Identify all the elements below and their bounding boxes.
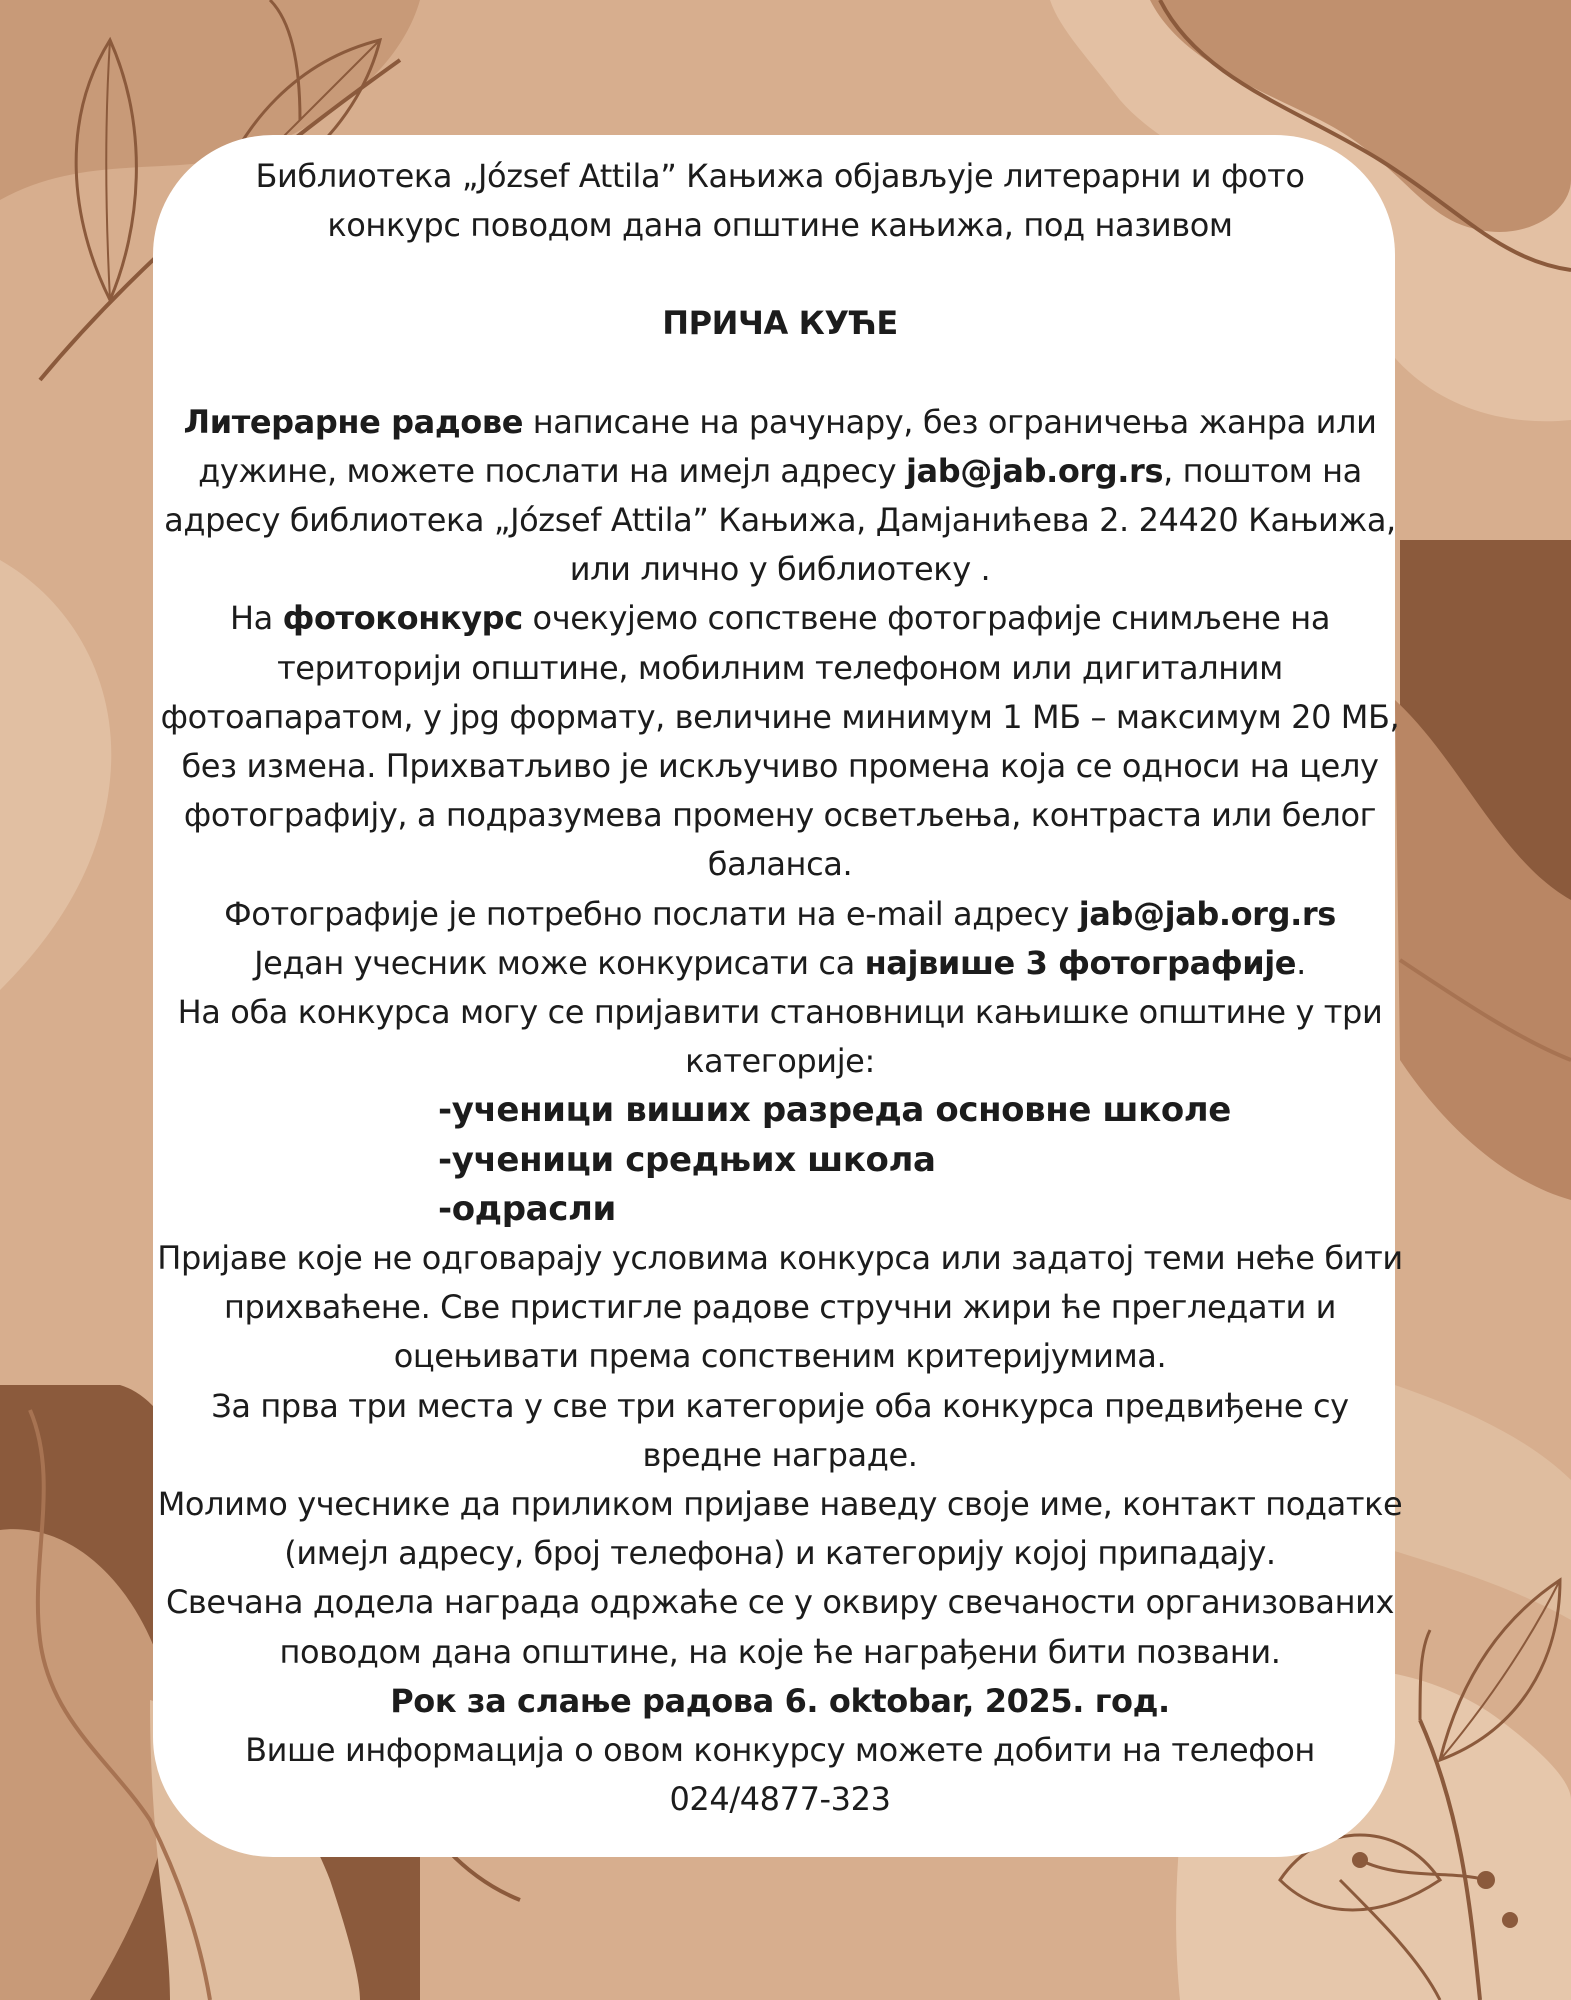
limit-bold: највише 3 фотографије — [864, 943, 1297, 982]
photo-prefix: На — [229, 599, 283, 638]
photo-paragraph — [150, 594, 1410, 889]
email-address[interactable]: jab@jab.org.rs — [905, 451, 1164, 490]
literary-address: , поштом на адресу библиотека „József Attila” Кањижа, Дамјанићева 2. 24420 Кањижа, или лично у библиотеку . — [164, 451, 1396, 589]
email-address[interactable]: jab@jab.org.rs — [1078, 894, 1336, 933]
prizes-paragraph: За прва три места у све три категорије оба конкурса предвиђене су вредне награде. — [211, 1386, 1349, 1474]
category-item: -ученици виших разреда основне школе — [438, 1090, 1231, 1131]
limit-paragraph — [150, 939, 1410, 988]
photo-text: очекујемо сопствене фотографије снимљене на територији општине, мобилним телефоном или дигиталним фотоапаратом, у jpg формату, величине минимум 1 МБ – максимум 20 МБ, без измена. Прихватљиво је искључиво промена која се односи на целу фотографију, а подразумева промену осветљења, контраста или белог баланса. — [160, 599, 1400, 884]
deadline: Рок за слање радова 6. oktobar, 2025. год. — [390, 1681, 1170, 1720]
announcement-text — [150, 152, 1410, 1825]
category-item: -ученици средњих школа — [438, 1139, 936, 1180]
categories-intro: На оба конкурса могу се пријавити становници кањишке општине у три категорије: — [177, 993, 1383, 1081]
photo-lead: фотоконкурс — [282, 599, 523, 638]
ceremony-paragraph: Свечана додела награда одржаће се у оквиру свечаности организованих поводом дана општине, на које ће награђени бити позвани. — [165, 1583, 1395, 1671]
intro-line: конкурс поводом дана општине кањижа, под називом — [327, 206, 1233, 245]
literary-paragraph — [150, 398, 1410, 595]
literary-lead: Литерарне радове — [183, 402, 524, 441]
rejection-paragraph: Пријаве које не одговарају условима конкурса или задатој теми неће бити прихваћене. Све пристигле радове стручни жири ће прегледати и оцењивати према сопственим критеријумима. — [157, 1239, 1403, 1376]
send-text: Фотографије је потребно послати на e-mail адресу — [224, 894, 1079, 933]
intro-line: Библиотека „József Attila” Кањижа објављује литерарни и фото — [255, 157, 1305, 195]
phone-number[interactable]: 024/4877-323 — [669, 1780, 891, 1819]
info-text: Више информација о овом конкурсу можете добити на телефон — [245, 1731, 1315, 1770]
send-paragraph — [150, 890, 1410, 939]
limit-end: . — [1296, 943, 1306, 982]
literary-text: написане на рачунару, без ограничења жанра или дужине, можете послати на имејл адресу — [198, 402, 1377, 490]
contest-title: ПРИЧА КУЋЕ — [662, 304, 898, 343]
contact-request-paragraph: Молимо учеснике да приликом пријаве наведу своје име, контакт податке (имејл адресу, број телефона) и категорију којој припадају. — [157, 1485, 1403, 1573]
limit-text: Један учесник може конкурисати са — [254, 943, 865, 982]
category-item: -одрасли — [438, 1188, 616, 1229]
